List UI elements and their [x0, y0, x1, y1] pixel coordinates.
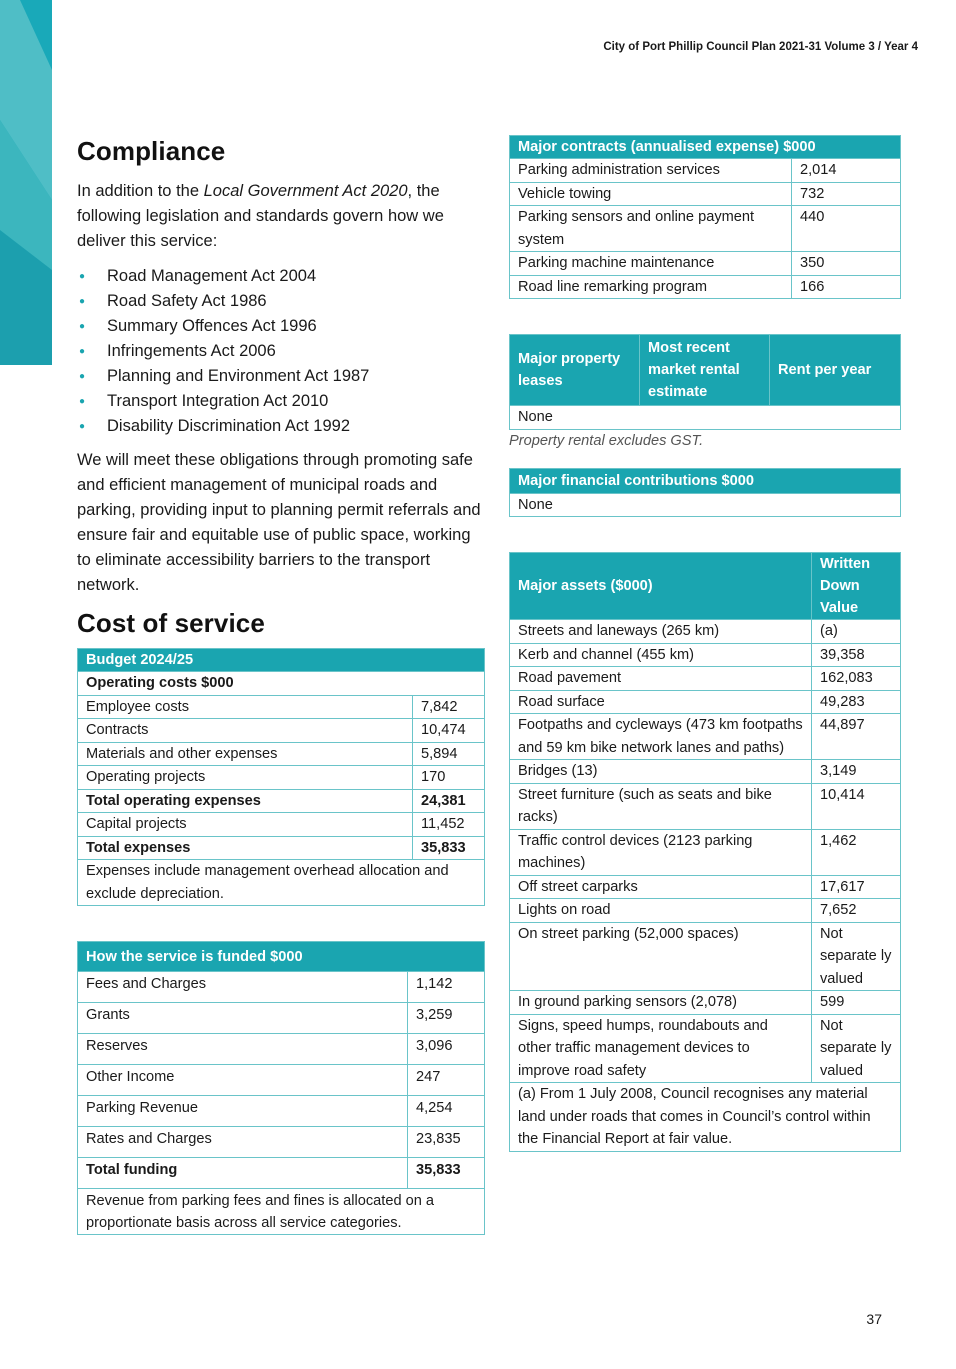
row-label: Materials and other expenses — [78, 742, 413, 766]
row-label: Reserves — [78, 1034, 408, 1065]
row-value: 10,474 — [413, 719, 485, 743]
row-label: Total funding — [78, 1158, 408, 1189]
row-value: 3,149 — [812, 760, 901, 784]
intro-text-end: , the following legislation and standards govern how we deliver this service: — [77, 182, 444, 250]
table-row — [78, 972, 485, 1003]
row-value: 44,897 — [812, 714, 901, 760]
row-label: Contracts — [78, 719, 413, 743]
row-label: Parking Revenue — [78, 1096, 408, 1127]
row-label: Bridges (13) — [510, 760, 812, 784]
table-row — [510, 714, 901, 760]
assets-table — [509, 552, 901, 1152]
row-label: Total expenses — [78, 836, 413, 860]
row-value: 732 — [792, 182, 901, 206]
row-value: 170 — [413, 766, 485, 790]
row-label: Road pavement — [510, 667, 812, 691]
budget-note: Expenses include management overhead allocation and exclude depreciation. — [78, 860, 485, 906]
table-row — [78, 742, 485, 766]
row-label: On street parking (52,000 spaces) — [510, 922, 812, 991]
row-value: 49,283 — [812, 690, 901, 714]
row-label: Road surface — [510, 690, 812, 714]
row-value: 23,835 — [408, 1127, 485, 1158]
right-column — [509, 135, 901, 1152]
table-row — [78, 1065, 485, 1096]
table-row — [78, 719, 485, 743]
row-value: Not separate ly valued — [812, 1014, 901, 1083]
row-label: Fees and Charges — [78, 972, 408, 1003]
table-row — [510, 620, 901, 644]
decorative-corner-graphic — [0, 0, 52, 365]
obligations-paragraph: We will meet these obligations through promoting safe and efficient management of municipal roads and parking, providing input to planning permit referrals and ensure fair and equitable use of public space, working to eliminate accessibility barriers to the transport network. — [77, 451, 481, 594]
table-row — [510, 159, 901, 183]
left-column — [77, 136, 485, 1235]
table-row — [78, 789, 485, 813]
table-row — [510, 875, 901, 899]
row-label: Total operating expenses — [78, 789, 413, 813]
table-row — [510, 252, 901, 276]
row-value: 2,014 — [792, 159, 901, 183]
row-value: 166 — [792, 275, 901, 299]
list-item: ● Summary Offences Act 1996 — [77, 314, 485, 339]
row-value: 599 — [812, 991, 901, 1015]
budget-subheading: Operating costs $000 — [78, 672, 485, 696]
table-row — [78, 1003, 485, 1034]
list-item: ● Disability Discrimination Act 1992 — [77, 414, 485, 439]
row-label: Rates and Charges — [78, 1127, 408, 1158]
leases-col-estimate: Most recent market rental estimate — [640, 335, 770, 406]
row-label: Operating projects — [78, 766, 413, 790]
table-row — [510, 643, 901, 667]
table-row — [78, 1158, 485, 1189]
row-value: 162,083 — [812, 667, 901, 691]
row-value: 247 — [408, 1065, 485, 1096]
table-row — [78, 813, 485, 837]
leases-col-rent: Rent per year — [770, 335, 901, 406]
list-item: ● Planning and Environment Act 1987 — [77, 364, 485, 389]
row-value: 11,452 — [413, 813, 485, 837]
compliance-heading: Compliance — [77, 136, 226, 166]
row-label: Footpaths and cycleways (473 km footpaths and 59 km bike network lanes and paths) — [510, 714, 812, 760]
contracts-table-title: Major contracts (annualised expense) $000 — [510, 136, 901, 159]
leases-value: None — [510, 406, 901, 430]
row-value: 3,259 — [408, 1003, 485, 1034]
contracts-table — [509, 135, 901, 299]
contributions-value: None — [510, 493, 901, 517]
contributions-table-title: Major financial contributions $000 — [510, 468, 901, 493]
row-label: Streets and laneways (265 km) — [510, 620, 812, 644]
legislation-list — [77, 264, 485, 439]
row-label: Grants — [78, 1003, 408, 1034]
assets-col-value: Written Down Value — [812, 553, 901, 620]
funding-table — [77, 941, 485, 1235]
running-header: City of Port Phillip Council Plan 2021-31 Volume 3 / Year 4 — [603, 41, 918, 53]
row-label: Road line remarking program — [510, 275, 792, 299]
table-row — [78, 695, 485, 719]
row-value: 39,358 — [812, 643, 901, 667]
list-item: ● Infringements Act 2006 — [77, 339, 485, 364]
row-value: Not separate ly valued — [812, 922, 901, 991]
table-row — [78, 766, 485, 790]
budget-table — [77, 648, 485, 906]
row-label: Vehicle towing — [510, 182, 792, 206]
table-row — [510, 690, 901, 714]
list-item: ● Road Safety Act 1986 — [77, 289, 485, 314]
row-label: Traffic control devices (2123 parking machines) — [510, 829, 812, 875]
leases-note: Property rental excludes GST. — [509, 432, 704, 449]
funding-table-title: How the service is funded $000 — [78, 942, 485, 972]
row-label: Lights on road — [510, 899, 812, 923]
table-row — [510, 760, 901, 784]
assets-col-asset: Major assets ($000) — [510, 553, 812, 620]
row-label: Other Income — [78, 1065, 408, 1096]
table-row — [510, 275, 901, 299]
row-value: 17,617 — [812, 875, 901, 899]
leases-table — [509, 334, 901, 430]
table-row — [78, 1127, 485, 1158]
row-value: 350 — [792, 252, 901, 276]
contributions-table — [509, 468, 901, 518]
table-row — [78, 836, 485, 860]
row-value: 24,381 — [413, 789, 485, 813]
row-label: Parking administration services — [510, 159, 792, 183]
row-label: Employee costs — [78, 695, 413, 719]
table-row — [78, 1034, 485, 1065]
table-row — [510, 899, 901, 923]
row-value: 3,096 — [408, 1034, 485, 1065]
intro-text: In addition to the — [77, 182, 204, 200]
leases-col-property: Major property leases — [510, 335, 640, 406]
row-value: 440 — [792, 206, 901, 252]
row-value: 7,652 — [812, 899, 901, 923]
intro-act-name: Local Government Act 2020 — [203, 182, 408, 200]
funding-note: Revenue from parking fees and fines is allocated on a proportionate basis across all service categories. — [78, 1189, 485, 1235]
row-label: Off street carparks — [510, 875, 812, 899]
page-number: 37 — [866, 1311, 882, 1327]
row-value: 35,833 — [413, 836, 485, 860]
row-label: Parking machine maintenance — [510, 252, 792, 276]
table-row — [510, 667, 901, 691]
row-value: 35,833 — [408, 1158, 485, 1189]
row-label: Kerb and channel (455 km) — [510, 643, 812, 667]
row-value: 5,894 — [413, 742, 485, 766]
list-item: ● Transport Integration Act 2010 — [77, 389, 485, 414]
row-label: Signs, speed humps, roundabouts and other traffic management devices to improve road safety — [510, 1014, 812, 1083]
table-row — [510, 783, 901, 829]
table-row — [510, 206, 901, 252]
row-label: Street furniture (such as seats and bike racks) — [510, 783, 812, 829]
row-value: 4,254 — [408, 1096, 485, 1127]
table-row — [510, 922, 901, 991]
list-item: ● Road Management Act 2004 — [77, 264, 485, 289]
compliance-intro — [77, 179, 485, 254]
table-row — [78, 1096, 485, 1127]
row-label: Parking sensors and online payment system — [510, 206, 792, 252]
assets-footnote: (a) From 1 July 2008, Council recognises any material land under roads that comes in Council’s control within the Financial Report at fair value. — [510, 1083, 901, 1152]
cost-of-service-heading: Cost of service — [77, 608, 265, 638]
budget-table-title: Budget 2024/25 — [78, 649, 485, 672]
row-label: Capital projects — [78, 813, 413, 837]
table-row — [510, 1014, 901, 1083]
table-row — [510, 182, 901, 206]
row-value: 10,414 — [812, 783, 901, 829]
row-value: (a) — [812, 620, 901, 644]
table-row — [510, 991, 901, 1015]
row-value: 1,142 — [408, 972, 485, 1003]
row-label: In ground parking sensors (2,078) — [510, 991, 812, 1015]
row-value: 1,462 — [812, 829, 901, 875]
table-row — [510, 829, 901, 875]
row-value: 7,842 — [413, 695, 485, 719]
